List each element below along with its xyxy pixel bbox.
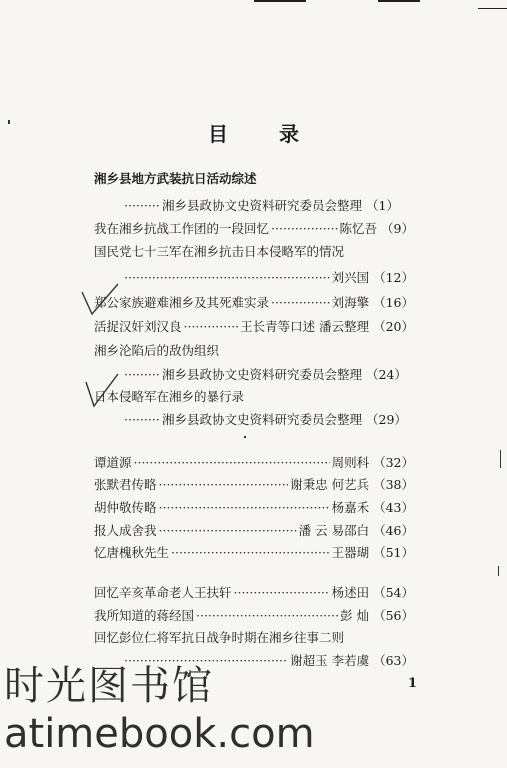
scan-edge-mark — [478, 8, 507, 9]
entry-page: （29） — [366, 412, 407, 427]
leader-dots — [124, 195, 160, 217]
leader-dots — [124, 267, 330, 289]
entry-author: 潘 云 易邵白 — [298, 523, 370, 538]
entry-title: 张默君传略 — [94, 477, 157, 492]
toc-entry — [94, 267, 414, 289]
entry-title: 湘乡县地方武装抗日活动综述 — [94, 171, 257, 186]
handwritten-checkmark — [84, 372, 120, 410]
entry-page: （63） — [373, 653, 414, 668]
toc-entry — [94, 582, 414, 604]
scan-edge-mark — [378, 0, 420, 2]
toc-entry — [94, 627, 414, 649]
leader-dots — [271, 218, 338, 240]
scan-edge-mark — [254, 0, 306, 2]
entry-title: 郑公家族避难湘乡及其死难实录 — [94, 295, 270, 310]
entry-page: （24） — [366, 367, 407, 382]
scan-speck — [244, 436, 246, 438]
scan-speck — [500, 450, 501, 468]
leader-dots — [234, 582, 330, 604]
entry-title: 忆唐槐秋先生 — [94, 545, 170, 560]
entry-page: （38） — [373, 477, 414, 492]
leader-dots — [159, 474, 289, 496]
scan-speck — [498, 566, 499, 576]
watermark — [4, 662, 504, 758]
entry-author: 谢秉忠 何艺兵 — [290, 477, 370, 492]
entry-author: 杨嘉禾 — [331, 500, 370, 515]
entry-title: 回忆辛亥革命老人王扶轩 — [94, 585, 232, 600]
entry-author: 陈忆吾 — [339, 221, 378, 236]
leader-dots — [184, 316, 239, 338]
toc-entry — [94, 386, 414, 408]
entry-author: 王长青等口述 潘云整理 — [240, 319, 370, 334]
toc-entry — [94, 520, 414, 542]
toc-entry — [94, 497, 414, 519]
toc-entry — [94, 409, 414, 431]
page-title: 目 录 — [208, 122, 321, 146]
scan-speck — [8, 120, 10, 124]
toc-entry — [94, 452, 414, 474]
leader-dots — [159, 497, 330, 519]
leader-dots — [124, 409, 160, 431]
entry-title: 日本侵略军在湘乡的暴行录 — [94, 389, 245, 404]
entry-page: （20） — [373, 319, 414, 334]
entry-page: （1） — [366, 198, 399, 213]
entry-title: 报人成舍我 — [94, 523, 157, 538]
leader-dots — [159, 520, 297, 542]
watermark-name: 时光图书馆 — [4, 663, 214, 709]
toc-entry — [94, 316, 414, 338]
toc-entry — [94, 218, 414, 240]
entry-page: （54） — [373, 585, 414, 600]
entry-author: 刘海擎 — [331, 295, 370, 310]
entry-author: 刘兴国 — [331, 270, 370, 285]
entry-page: （46） — [373, 523, 414, 538]
entry-title: 谭道源 — [94, 455, 132, 470]
toc-entry — [94, 195, 414, 217]
leader-dots — [271, 292, 330, 314]
entry-title: 活捉汉奸刘汉良 — [94, 319, 182, 334]
entry-title: 我在湘乡抗战工作团的一段回忆 — [94, 221, 270, 236]
entry-author: 王器瑚 — [331, 545, 370, 560]
entry-author: 谢超玉 李若虞 — [290, 653, 370, 668]
entry-page: （12） — [373, 270, 414, 285]
entry-page: （9） — [381, 221, 414, 236]
entry-page: （16） — [373, 295, 414, 310]
toc-entry — [94, 364, 414, 386]
entry-author: 彭 灿 — [340, 608, 370, 623]
page-number: 1 — [408, 676, 418, 691]
leader-dots — [196, 605, 338, 627]
entry-author: 湘乡县政协文史资料研究委员会整理 — [162, 412, 363, 427]
entry-author: 湘乡县政协文史资料研究委员会整理 — [162, 367, 363, 382]
watermark-url: atimebook.com — [4, 711, 315, 757]
entry-page: （43） — [373, 500, 414, 515]
entry-page: （51） — [373, 545, 414, 560]
entry-page: （32） — [373, 455, 414, 470]
toc-entry — [94, 542, 414, 564]
entry-author: 湘乡县政协文史资料研究委员会整理 — [162, 198, 363, 213]
entry-author: 杨述田 — [331, 585, 370, 600]
leader-dots — [134, 452, 330, 474]
handwritten-checkmark — [80, 282, 120, 322]
entry-title: 回忆彭位仁将军抗日战争时期在湘乡往事二则 — [94, 630, 345, 645]
entry-title: 我所知道的蒋经国 — [94, 608, 195, 623]
toc-entry — [94, 474, 414, 496]
entry-title: 湘乡沦陷后的敌伪组织 — [94, 343, 220, 358]
toc-entry — [94, 340, 414, 362]
entry-title: 胡仲敬传略 — [94, 500, 157, 515]
entry-title: 国民党七十三军在湘乡抗击日本侵略军的情况 — [94, 244, 345, 259]
toc-entry — [94, 241, 414, 263]
toc-entry — [94, 605, 414, 627]
leader-dots — [124, 364, 160, 386]
leader-dots — [171, 542, 330, 564]
entry-page: （56） — [373, 608, 414, 623]
entry-author: 周则科 — [331, 455, 370, 470]
toc-entry — [94, 168, 414, 190]
toc-entry — [94, 292, 414, 314]
